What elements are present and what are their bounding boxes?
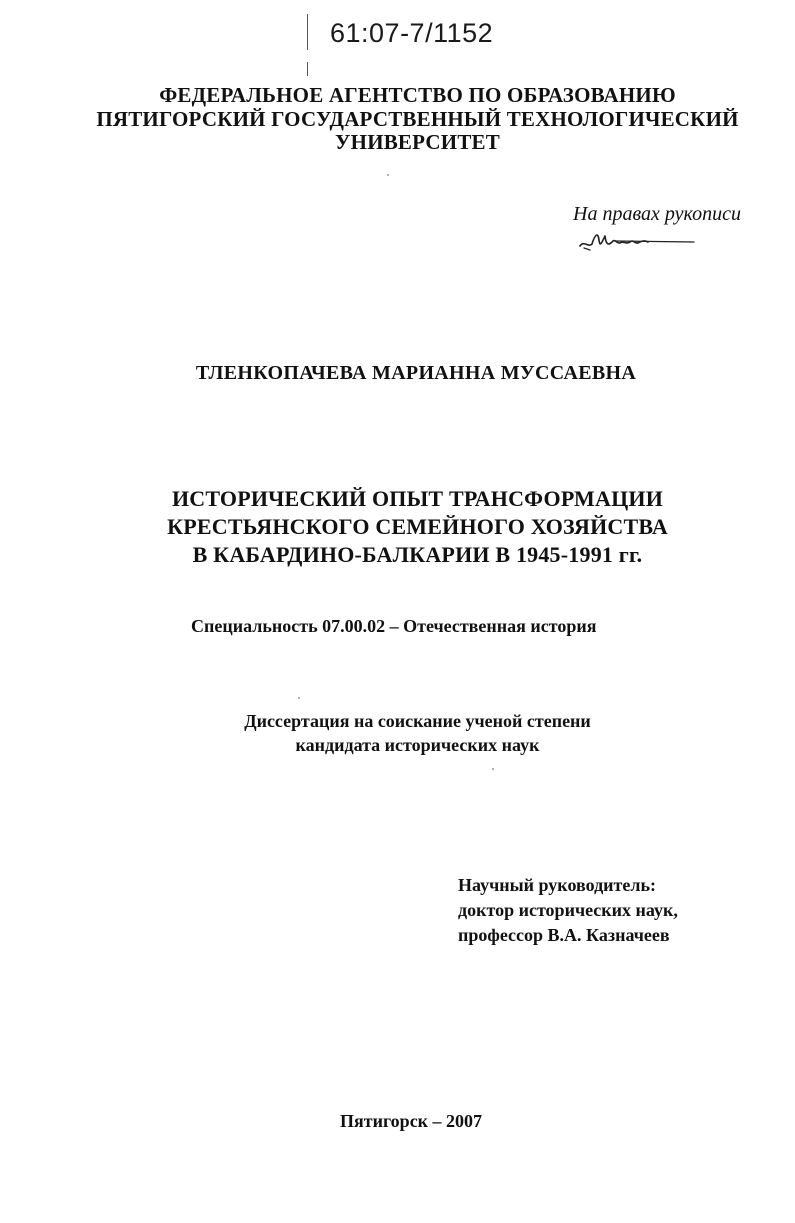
title-line: ИСТОРИЧЕСКИЙ ОПЫТ ТРАНСФОРМАЦИИ bbox=[171, 486, 664, 511]
degree-line: кандидата исторических наук bbox=[295, 735, 540, 755]
stamp-divider-line bbox=[307, 62, 308, 76]
dissertation-title bbox=[0, 485, 795, 569]
specialty: Специальность 07.00.02 – Отечественная история bbox=[191, 616, 597, 636]
university-name-line1: ПЯТИГОРСКИЙ ГОСУДАРСТВЕННЫЙ ТЕХНОЛОГИЧЕСКИЙ bbox=[96, 106, 739, 131]
scan-speck bbox=[387, 174, 389, 176]
stamp-divider-line bbox=[307, 14, 308, 50]
manuscript-rights-note: На правах рукописи bbox=[573, 203, 741, 225]
agency-name: ФЕДЕРАЛЬНОЕ АГЕНТСТВО ПО ОБРАЗОВАНИЮ bbox=[159, 83, 676, 107]
institution-header bbox=[0, 84, 795, 155]
supervisor-label: Научный руководитель: bbox=[458, 875, 656, 895]
place-and-year: Пятигорск – 2007 bbox=[340, 1111, 483, 1131]
scan-speck bbox=[492, 768, 494, 770]
author-name: ТЛЕНКОПАЧЕВА МАРИАННА МУССАЕВНА bbox=[195, 362, 637, 384]
archive-stamp: 61:07-7/1152 bbox=[330, 18, 494, 48]
degree-line: Диссертация на соискание ученой степени bbox=[244, 711, 591, 731]
signature-icon bbox=[578, 226, 698, 256]
supervisor-name: профессор В.А. Казначеев bbox=[458, 925, 670, 945]
university-name-line2: УНИВЕРСИТЕТ bbox=[335, 130, 500, 154]
scientific-supervisor bbox=[458, 873, 678, 948]
supervisor-degree: доктор исторических наук, bbox=[458, 900, 678, 920]
scan-speck bbox=[298, 697, 300, 699]
title-line: КРЕСТЬЯНСКОГО СЕМЕЙНОГО ХОЗЯЙСТВА bbox=[167, 514, 668, 539]
degree-statement bbox=[0, 709, 795, 757]
title-line: В КАБАРДИНО-БАЛКАРИИ В 1945-1991 гг. bbox=[192, 542, 643, 567]
